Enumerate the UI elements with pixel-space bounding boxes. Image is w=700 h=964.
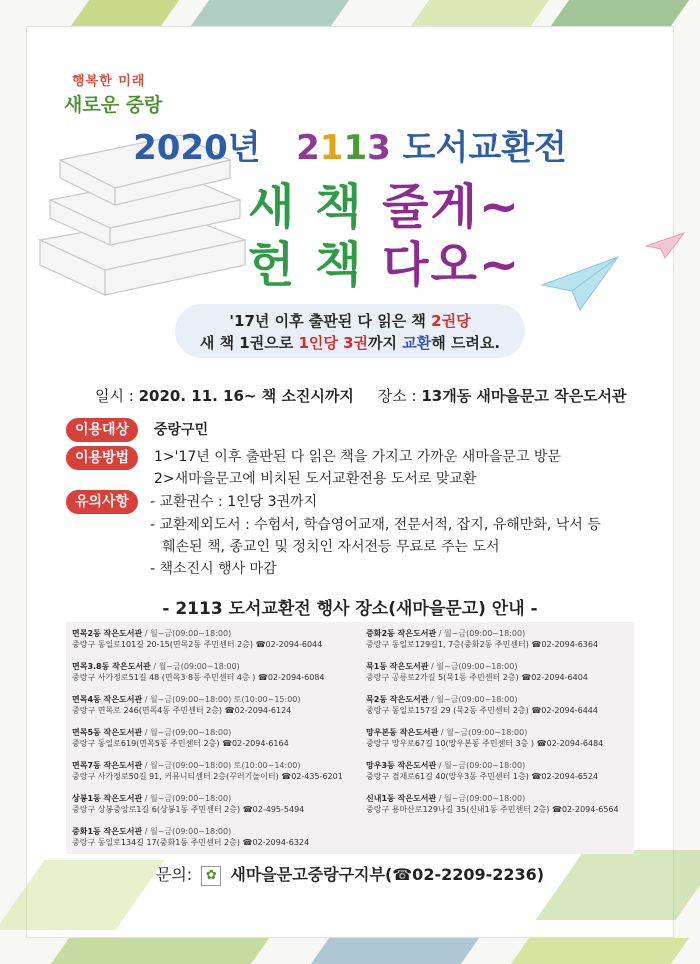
- location-name: 면목3.8동 작은도서관: [72, 662, 151, 671]
- location-name: 상봉1동 작은도서관: [72, 794, 143, 803]
- title-num-2: 2: [296, 128, 320, 168]
- location-name: 면목4동 작은도서관: [72, 695, 143, 704]
- slogan-old-book: 헌 책: [248, 237, 364, 293]
- location-item: [366, 760, 646, 782]
- contact-org: 새마을문고중랑구지부: [230, 865, 385, 884]
- location-item: [366, 661, 646, 683]
- notes-tag: 유의사항: [66, 490, 138, 514]
- locations-grid: [66, 622, 634, 854]
- location-phone: ☎02-2094-6084: [257, 673, 325, 682]
- location-phone: ☎02-2094-6524: [531, 772, 599, 781]
- location-name: 묵2동 작은도서관: [366, 695, 429, 704]
- location-name: 면목7동 작은도서관: [72, 761, 143, 770]
- title-num-1a: 1: [319, 128, 344, 168]
- location-name: 중화2동 작은도서관: [366, 629, 437, 638]
- method-line-1: 1>'17년 이후 출판된 다 읽은 책을 가지고 가까운 새마을문고 방문: [154, 449, 561, 465]
- paper-plane-icon: [540, 255, 620, 315]
- location-address: 중랑구 면목로 246(면목4동 주민센터 2층): [72, 706, 223, 715]
- banner-highlight: 2권당: [431, 312, 471, 330]
- banner-text: 해 드려요.: [431, 334, 501, 352]
- decor-stripe: [71, 0, 179, 26]
- exchange-banner: [175, 304, 525, 358]
- target-text: 중랑구민: [154, 422, 209, 438]
- location-name: 면목5동 작은도서관: [72, 728, 143, 737]
- banner-line-2: [175, 332, 525, 354]
- banner-text: 까지: [368, 334, 398, 352]
- location-address: 중랑구 동일로619(면목5동 주민센터 2층): [72, 739, 220, 748]
- location-item: [72, 661, 352, 683]
- event-title: [0, 120, 700, 169]
- location-hours: / 월~금(09:00~18:00): [153, 662, 240, 671]
- place-value: 13개동 새마을문고 작은도서관: [421, 387, 627, 405]
- method-line-2: 2>새마을문고에 비치된 도서교환전용 도서로 맞교환: [154, 471, 477, 487]
- location-address: 중랑구 동일로157길 29 (묵2동 주민센터 2층): [366, 706, 529, 715]
- location-phone: ☎02-2094-6564: [551, 805, 619, 814]
- location-item: [72, 628, 352, 650]
- logo-tagline: 행복한 미래: [72, 74, 146, 89]
- decor-stripe: [311, 938, 479, 964]
- decor-stripe: [191, 0, 349, 26]
- banner-highlight: 교환: [402, 334, 432, 352]
- decor-stripe: [551, 0, 689, 26]
- location-name: 망우3동 작은도서관: [366, 761, 437, 770]
- notes-line-4: - 책소진시 행사 마감: [150, 561, 277, 577]
- location-item: [366, 694, 646, 716]
- banner-text: '17년 이후 출판된 다 읽은 책: [229, 312, 426, 330]
- banner-line-1: [175, 310, 525, 332]
- banner-text: 새 책 1권으로: [199, 334, 294, 352]
- location-phone: ☎02-2094-6444: [531, 706, 598, 715]
- logo-name: 새로운 중랑: [64, 94, 163, 116]
- location-hours: / 월~금(09:00~18:00): [438, 629, 526, 638]
- location-hours: / 월~금(09:00~18:00): [438, 794, 526, 803]
- location-address: 중랑구 공릉로2가길 5(묵1동 주민센터 2층): [366, 673, 519, 682]
- location-phone: ☎02-2094-6124: [224, 706, 292, 715]
- location-hours: / 월~금(09:00~18:00): [431, 662, 518, 671]
- decor-stripe: [511, 938, 689, 964]
- locations-title: - 2113 도서교환전 행사 장소(새마을문고) 안내 -: [162, 599, 538, 619]
- slogan-line-2: [248, 226, 521, 295]
- date-value: 2020. 11. 16~ 책 소진시까지: [138, 387, 354, 405]
- location-address: 중랑구 사가정로50길 91, 커뮤니티센터 2층(꾸러기놀이터): [72, 772, 279, 781]
- date-label: 일시 :: [95, 387, 134, 405]
- paper-plane-pink-icon: [645, 232, 685, 260]
- location-item: [72, 694, 352, 716]
- location-address: 중랑구 동일로101길 20-15(면목2동 주민센터 2층): [72, 640, 254, 649]
- location-phone: ☎02-2094-6364: [531, 640, 599, 649]
- location-item: [366, 727, 646, 749]
- location-item: [72, 793, 352, 815]
- location-address: 중랑구 용마산로129나길 35(신내1동 주민센터 2층): [366, 805, 550, 814]
- location-phone: ☎02-2094-6044: [255, 640, 323, 649]
- location-item: [72, 760, 352, 782]
- title-num-1b: 1: [343, 128, 368, 168]
- location-hours: / 월~금(09:00~18:00) 토(10:00~14:00): [144, 761, 301, 770]
- slogan-new-book: 새 책: [248, 179, 364, 235]
- location-hours: / 월~금(09:00~18:00): [144, 629, 232, 638]
- location-name: 면목2동 작은도서관: [72, 629, 143, 638]
- place-label: 장소 :: [377, 387, 417, 405]
- location-phone: ☎02-2094-6484: [536, 739, 604, 748]
- notes-line-2: - 교환제외도서 : 수험서, 학습영어교재, 전문서적, 잡지, 유해만화, 낙서 등: [150, 517, 601, 533]
- title-year: 2020년: [133, 128, 261, 168]
- location-phone: ☎02-2094-6404: [521, 673, 588, 682]
- location-hours: / 월~금(09:00~18:00): [431, 695, 518, 704]
- notes-line-1: - 교환권수 : 1인당 3권까지: [150, 494, 318, 510]
- date-place-line: [95, 385, 627, 406]
- title-num-3: 3: [367, 128, 391, 168]
- location-hours: / 월~금(09:00~18:00): [438, 761, 526, 770]
- location-hours: / 월~금(09:00~18:00): [144, 794, 232, 803]
- location-item: [72, 826, 352, 848]
- location-name: 묵1동 작은도서관: [366, 662, 429, 671]
- location-phone: ☎02-2094-6164: [222, 739, 289, 748]
- title-rest: 도서교환전: [402, 128, 567, 168]
- location-name: 중화1동 작은도서관: [72, 827, 143, 836]
- location-item: [366, 793, 646, 815]
- notes-line-3: 훼손된 책, 종교인 및 정치인 자서전등 무료로 주는 도서: [162, 539, 500, 555]
- slogan-take: 다오~: [382, 237, 522, 293]
- location-phone: ☎02-2094-6324: [242, 838, 310, 847]
- location-name: 신내1동 작은도서관: [366, 794, 437, 803]
- location-address: 중랑구 동일로134길 17(중화1동 주민센터 2층): [72, 838, 240, 847]
- location-phone: ☎02-495-5494: [242, 805, 305, 814]
- location-address: 중랑구 망우로67길 10(망우본동 주민센터 3층 ): [366, 739, 535, 748]
- contact-phone: (☎02-2209-2236): [384, 865, 545, 884]
- location-hours: / 월~금(09:00~18:00): [144, 728, 232, 737]
- location-address: 중랑구 상봉중앙로1길 6(상봉1동 주민센터 2층): [72, 805, 241, 814]
- location-hours: / 월~금(09:00~18:00): [144, 827, 232, 836]
- location-item: [366, 628, 646, 650]
- location-address: 중랑구 사가정로51길 48 (면목3·8동 주민센터 4층 ): [72, 673, 256, 682]
- contact-label: 문의:: [155, 865, 193, 884]
- location-phone: ☎02-435-6201: [281, 772, 343, 781]
- banner-highlight: 1인당 3권: [298, 334, 369, 352]
- location-hours: / 월~금(09:00~18:00): [440, 728, 528, 737]
- decor-stripe: [51, 938, 269, 964]
- method-tag: 이용방법: [66, 446, 138, 470]
- location-hours: / 월~금(09:00~18:00) 토(10:00~15:00): [144, 695, 301, 704]
- location-name: 망우본동 작은도서관: [366, 728, 439, 737]
- slogan-give: 줄게~: [382, 179, 522, 235]
- decor-stripe: [411, 0, 549, 26]
- location-address: 중랑구 동일로129길1, 7층(중화2동 주민센터): [366, 640, 529, 649]
- saemaul-logo-icon: ✿: [201, 866, 221, 886]
- target-tag: 이용대상: [66, 418, 138, 442]
- location-item: [72, 727, 352, 749]
- location-address: 중랑구 겸재로61길 40(망우3동 주민센터 1층): [366, 772, 529, 781]
- contact-line: [0, 862, 700, 886]
